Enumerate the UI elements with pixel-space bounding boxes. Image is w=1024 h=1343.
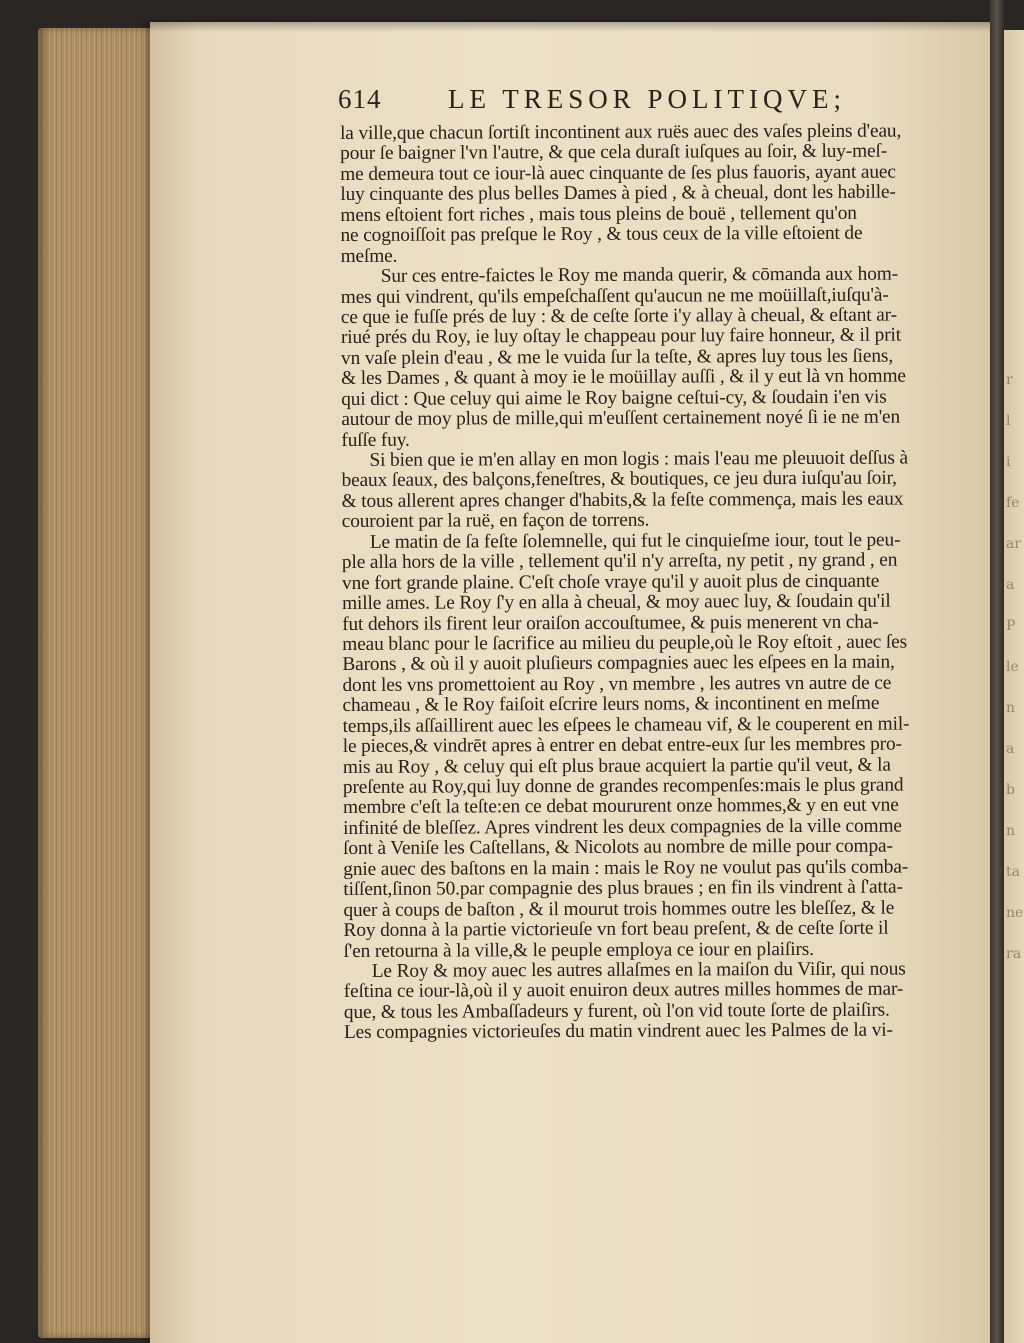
text-line: luy cinquante des plus belles Dames à pied , & à cheual, dont les habille- bbox=[340, 181, 896, 206]
text-line: beaux ſeaux, des balçons,feneſtres, & boutiques, ce jeu dura iuſqu'au ſoir, bbox=[341, 468, 897, 492]
facing-page-fragment: r bbox=[1006, 372, 1013, 388]
text-line: Roy donna à la partie victorieuſe vn fort beau preſent, & de ceſte ſorte il bbox=[343, 917, 889, 942]
text-line: meſme. bbox=[340, 245, 398, 267]
facing-page-fragment: le bbox=[1006, 659, 1019, 675]
facing-page-fragment: a bbox=[1006, 741, 1015, 757]
book-page-edges bbox=[38, 28, 156, 1338]
text-line: mis au Roy , & celuy qui eſt plus braue acquiert la partie qu'il veut, & la bbox=[342, 754, 891, 778]
text-line: temps,ils aſſaillirent auec les eſpees le chameau vif, & le couperent en mil- bbox=[342, 713, 910, 737]
text-line: meau blanc pour le ſacrifice au milieu du peuple,où le Roy eſtoit , auec ſes bbox=[342, 631, 908, 655]
facing-page-fragment: ra bbox=[1006, 946, 1022, 962]
body-text bbox=[340, 121, 974, 1043]
running-title: LE TRESOR POLITIQVE; bbox=[448, 84, 846, 114]
text-line: autour de moy plus de mille,qui m'euſſent certainement noyé ſi ie ne m'en bbox=[341, 406, 901, 431]
text-line: ne cognoiſſoit pas preſque le Roy , & tous ceux de la ville eſtoient de bbox=[340, 222, 863, 247]
running-head bbox=[338, 84, 1008, 124]
text-line: ce que ie fuſſe prés de luy : & de ceſte ſorte i'y allay à cheual, & eſtant ar- bbox=[340, 304, 897, 328]
text-line: mille ames. Le Roy ſ'y en alla à cheual, & moy auec luy, & ſoudain qu'il bbox=[342, 590, 891, 615]
text-line: preſente au Roy,qui luy donne de grandes recompenſes:mais le plus grand bbox=[342, 774, 904, 798]
text-line: pour ſe baigner l'vn l'autre, & que cela duraſt iuſques au ſoir, & luy-meſ- bbox=[340, 141, 888, 165]
facing-page-fragment: n bbox=[1006, 700, 1016, 716]
facing-page-fragment: ta bbox=[1006, 864, 1020, 880]
text-line: ſ'en retourna à la ville,& le peuple employa ce iour en plaiſirs. bbox=[343, 938, 814, 962]
text-line: me demeura tout ce iour-là auec cinquante de ſes plus fauoris, ayant auec bbox=[340, 161, 896, 185]
text-line: mens eſtoient fort riches , mais tous pleins de bouë , tellement qu'on bbox=[340, 202, 857, 226]
text-line: mes qui vindrent, qu'ils empeſchaſſent qu'aucun ne me moüillaſt,iuſqu'à- bbox=[340, 284, 889, 308]
paragraph-start-line: Le Roy & moy auec les autres allaſmes en la maiſon du Viſir, qui nous bbox=[371, 958, 906, 982]
text-line: vn vaſe plein d'eau , & me le vuida ſur la teſte, & apres luy tous les ſiens, bbox=[340, 345, 894, 369]
text-line: membre c'eſt la teſte:en ce debat moururent onze hommes,& y en eut vne bbox=[342, 795, 899, 819]
text-line: tiſſent,ſinon 50.par compagnie des plus braues ; en fin ils vindrent à ſ'atta- bbox=[343, 876, 903, 901]
text-line: ple alla hors de la ville , tellement qu'il n'y arreſta, ny petit , ny grand , en bbox=[341, 549, 898, 574]
facing-page-fragment: l bbox=[1006, 413, 1011, 429]
paragraph-start-line: Le matin de ſa feſte ſolemnelle, qui fut le cinquieſme iour, tout le peu- bbox=[369, 529, 901, 553]
text-line: quer à coups de baſton , & il mourut trois hommes outre les bleſſez, & le bbox=[343, 897, 895, 921]
facing-page-fragment: fe bbox=[1006, 495, 1020, 511]
text-line: qui dict : Que celuy qui aime le Roy baigne ceſtui-cy, & ſoudain i'en vis bbox=[341, 386, 887, 410]
text-line: & tous allerent apres changer d'habits,& la feſte commença, mais les eaux bbox=[341, 488, 904, 512]
facing-page-fragment: ar bbox=[1006, 536, 1022, 552]
text-line: fuſſe fuy. bbox=[341, 429, 410, 451]
text-line: & les Dames , & quant à moy ie le moüillay auſſi , & il y eut là vn homme bbox=[341, 365, 906, 390]
text-line: la ville,que chacun ſortiſt incontinent aux ruës auec des vaſes pleins d'eau, bbox=[339, 120, 902, 144]
facing-page-fragment: n bbox=[1006, 823, 1016, 839]
text-line: Barons , & où il y auoit pluſieurs compagnies auec les eſpees en la main, bbox=[342, 651, 895, 676]
text-line: chameau , & le Roy faiſoit eſcrire leurs noms, & incontinent en meſme bbox=[342, 692, 880, 717]
text-line: couroient par la ruë, en façon de torrens. bbox=[341, 509, 650, 533]
page-top-shadow bbox=[150, 22, 996, 32]
facing-page-fragment: a bbox=[1006, 577, 1015, 593]
text-line: riué prés du Roy, ie luy oſtay le chappeau pour luy faire honneur, & il prit bbox=[340, 324, 902, 349]
text-line: infinité de bleſſez. Apres vindrent les deux compagnies de la ville comme bbox=[343, 815, 902, 839]
text-line: feſtina ce iour-là,où il y auoit enuiron deux autres milles hommes de mar- bbox=[343, 978, 904, 1003]
text-line: dont les vns promettoient au Roy , vn membre , les autres vn autre de ce bbox=[342, 672, 892, 696]
facing-page-fragments bbox=[1006, 360, 1024, 1120]
text-line: le pieces,& vindrēt apres à entrer en debat entre-eux ſur les membres pro- bbox=[342, 733, 902, 758]
page-number: 614 bbox=[338, 84, 382, 114]
paragraph-start-line: Sur ces entre-faictes le Roy me manda querir, & cōmanda aux hom- bbox=[380, 263, 899, 287]
text-line: ſont à Veniſe les Caſtellans, & Nicolots au nombre de mille pour compa- bbox=[343, 835, 893, 860]
text-line: Les compagnies victorieuſes du matin vindrent auec les Palmes de la vi- bbox=[343, 1019, 893, 1044]
text-line: fut dehors ils firent leur oraiſon accouſtumee, & puis menerent vn cha- bbox=[342, 611, 879, 635]
text-line: gnie auec des baſtons en la main : mais le Roy ne voulut pas qu'ils comba- bbox=[343, 856, 909, 880]
facing-page-fragment: i bbox=[1006, 454, 1011, 470]
text-line: vne fort grande plaine. C'eſt choſe vraye qu'il y auoit plus de cinquante bbox=[341, 570, 880, 594]
facing-page-fragment: b bbox=[1006, 782, 1015, 798]
text-line: que, & tous les Ambaſſadeurs y furent, où l'on vid toute ſorte de plaiſirs. bbox=[343, 999, 890, 1023]
paragraph-start-line: Si bien que ie m'en allay en mon logis : mais l'eau me pleuuoit deſſus à bbox=[369, 447, 908, 471]
book-gutter bbox=[990, 0, 1004, 1343]
facing-page-fragment: ne bbox=[1006, 905, 1024, 921]
facing-page-fragment: P bbox=[1006, 618, 1016, 634]
